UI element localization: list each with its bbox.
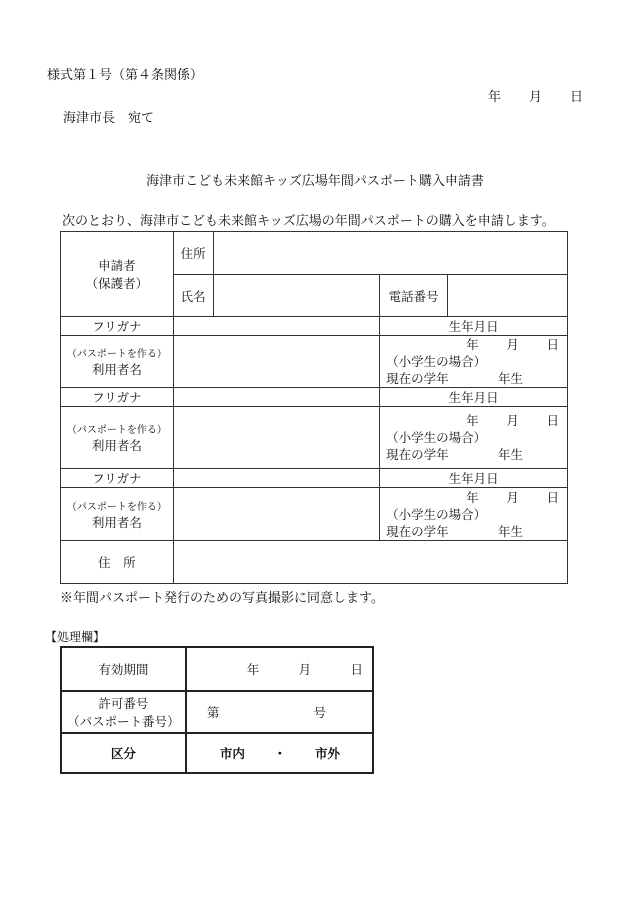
user3-name-field[interactable]: [173, 488, 379, 541]
category-city-in[interactable]: 市内: [219, 746, 245, 761]
user2-name-text: 利用者名: [91, 438, 142, 453]
processing-heading: 【処理欄】: [45, 630, 106, 644]
user1-grade-label: 現在の学年: [386, 371, 449, 386]
user1-year: 年: [466, 337, 479, 352]
validity-year: 年: [246, 662, 260, 677]
page-title: 海津市こども未来館キッズ広場年間パスポート購入申請書: [146, 174, 484, 189]
user1-name-label: [61, 336, 174, 388]
user3-month: 月: [506, 489, 519, 505]
user3-year: 年: [466, 489, 479, 505]
user3-dob-field[interactable]: [380, 488, 568, 541]
user1-name-field[interactable]: [173, 336, 379, 388]
applicant-address-label: 住所: [173, 232, 213, 275]
user1-month: 月: [506, 337, 519, 352]
user1-dob-label: 生年月日: [380, 317, 568, 336]
applicant-phone-label: 電話番号: [380, 275, 448, 317]
user2-month: 月: [506, 413, 519, 428]
user3-day: 日: [546, 489, 559, 505]
permit-field[interactable]: [186, 691, 373, 733]
user1-dob-field[interactable]: [380, 336, 568, 388]
user2-furigana-field[interactable]: [173, 388, 379, 407]
date-month: 月: [528, 90, 542, 105]
user3-name-label: [61, 488, 174, 541]
category-label: 区分: [61, 733, 186, 773]
category-separator: ・: [273, 746, 287, 761]
category-field[interactable]: [186, 733, 373, 773]
addressee: 海津市長 宛て: [63, 111, 155, 126]
validity-day: 日: [350, 662, 363, 677]
user3-dob-label: 生年月日: [380, 469, 568, 488]
user2-year: 年: [466, 413, 479, 428]
user1-furigana-field[interactable]: [173, 317, 379, 336]
user2-name-field[interactable]: [173, 407, 379, 469]
user3-furigana-label: フリガナ: [61, 469, 174, 488]
user1-note: （パスポートを作る）: [66, 349, 167, 360]
date-day: 日: [569, 90, 583, 105]
user2-day: 日: [546, 413, 559, 428]
user2-elementary: （小学生の場合）: [386, 430, 487, 445]
user3-name-text: 利用者名: [91, 514, 142, 530]
user1-grade-suffix: 年生: [497, 371, 523, 386]
date-year: 年: [488, 90, 502, 105]
user3-elementary: （小学生の場合）: [386, 506, 487, 522]
permit-label-line1: 許可番号: [98, 696, 149, 711]
consent-note: ※年間パスポート発行のための写真撮影に同意します。: [60, 591, 384, 606]
applicant-name-field[interactable]: [213, 275, 380, 317]
user2-dob-label: 生年月日: [380, 388, 568, 407]
user1-day: 日: [546, 337, 559, 352]
user3-furigana-field[interactable]: [173, 469, 379, 488]
applicant-label-line1: 申請者: [98, 258, 136, 273]
user3-note: （パスポートを作る）: [66, 501, 167, 513]
processing-table: [60, 646, 374, 774]
date-line: [488, 86, 583, 105]
user2-name-label: [61, 407, 174, 469]
user1-elementary: （小学生の場合）: [386, 354, 487, 369]
validity-field[interactable]: [186, 647, 373, 691]
validity-label: 有効期間: [61, 647, 186, 691]
applicant-address-field[interactable]: [213, 232, 567, 275]
applicant-label-line2: （保護者）: [85, 276, 149, 291]
address-row-label: 住 所: [61, 541, 174, 584]
user2-grade-label: 現在の学年: [386, 447, 449, 462]
permit-label: [61, 691, 186, 733]
user1-name-text: 利用者名: [91, 362, 142, 377]
user2-dob-field[interactable]: [380, 407, 568, 469]
user3-grade-label: 現在の学年: [386, 523, 449, 539]
intro-text: 次のとおり、海津市こども未来館キッズ広場の年間パスポートの購入を申請します。: [62, 214, 555, 229]
user2-furigana-label: フリガナ: [61, 388, 174, 407]
validity-month: 月: [298, 662, 312, 677]
applicant-phone-field[interactable]: [448, 275, 568, 317]
category-city-out[interactable]: 市外: [314, 746, 340, 761]
application-table: [60, 231, 568, 584]
form-number: 様式第１号（第４条関係）: [47, 68, 204, 83]
permit-prefix: 第: [206, 705, 220, 720]
address-row-field[interactable]: [173, 541, 567, 584]
user2-grade-suffix: 年生: [497, 447, 523, 462]
user1-furigana-label: フリガナ: [61, 317, 174, 336]
user3-grade-suffix: 年生: [497, 523, 523, 539]
applicant-label: [61, 232, 174, 317]
permit-suffix: 号: [313, 705, 326, 720]
applicant-name-label: 氏名: [173, 275, 213, 317]
user2-note: （パスポートを作る）: [66, 425, 167, 436]
permit-label-line2: （パスポート番号）: [67, 714, 180, 729]
